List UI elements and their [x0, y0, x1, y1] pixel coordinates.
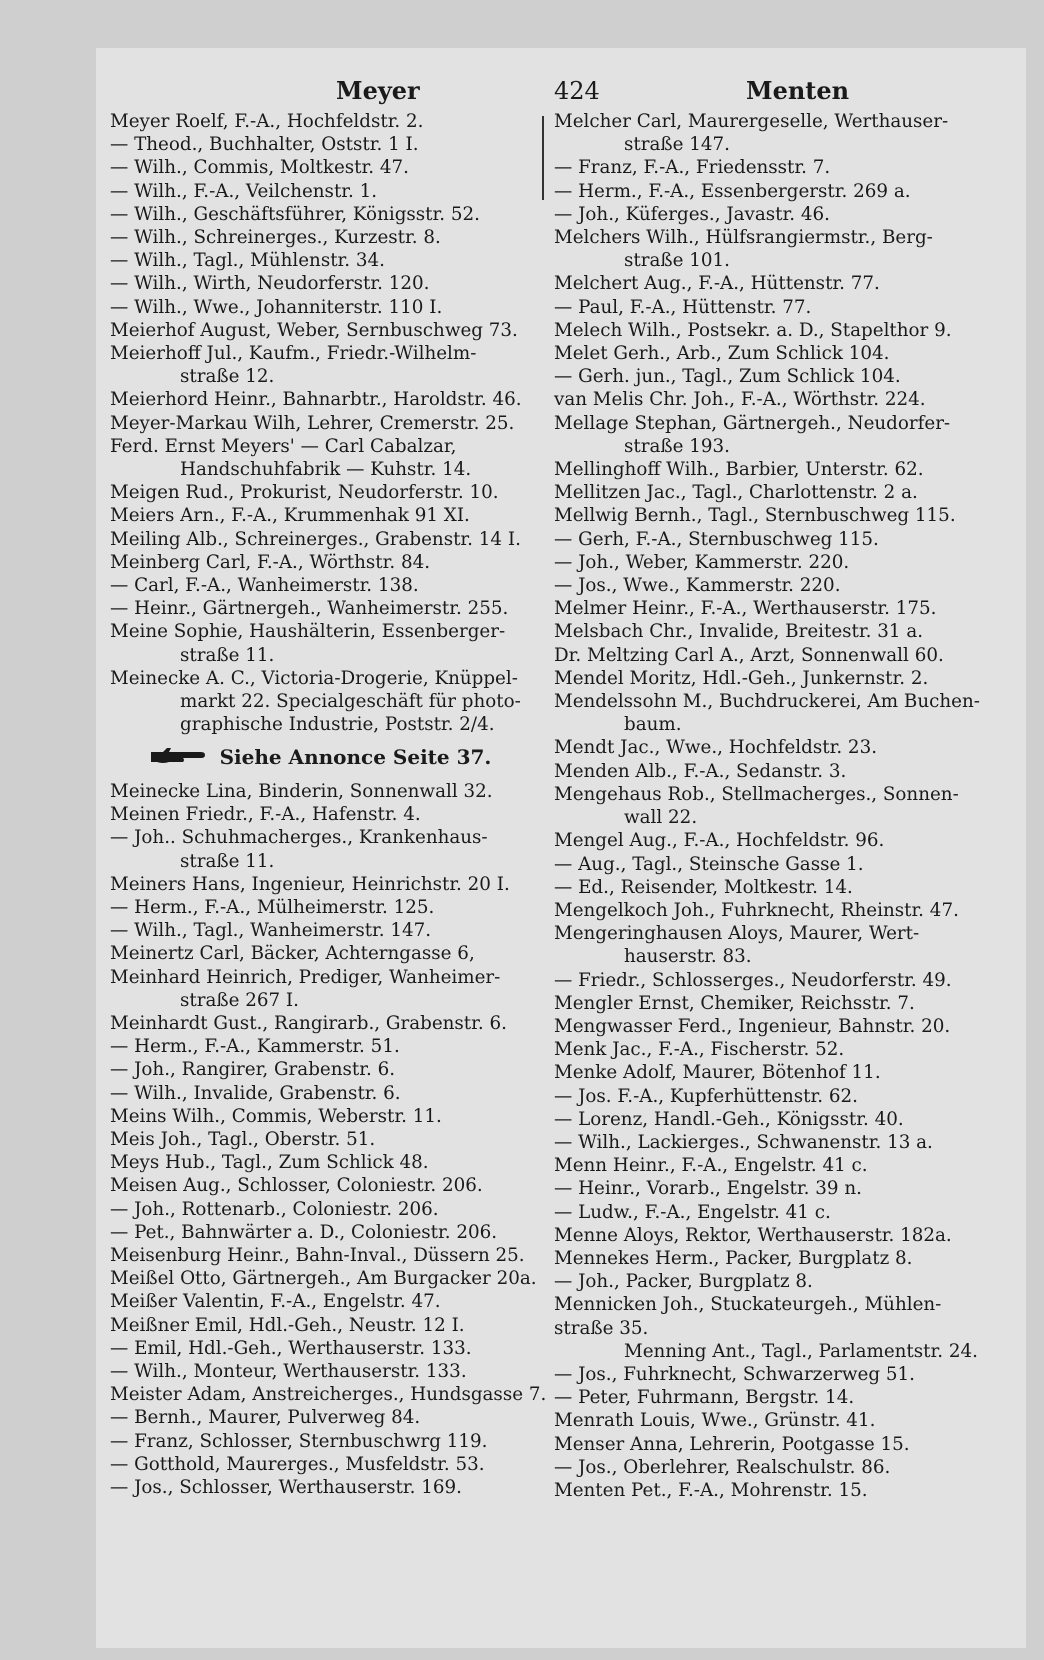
entry-continuation: straße 11. — [180, 850, 275, 872]
entry-continuation: straße 193. — [624, 435, 730, 457]
directory-entry: straße 35. — [554, 1317, 649, 1339]
entry-continuation: wall 22. — [624, 807, 698, 829]
directory-entry: — Joh., Weber, Kammerstr. 220. — [554, 551, 850, 573]
directory-entry: Mengelkoch Joh., Fuhrknecht, Rheinstr. 47. — [554, 899, 959, 921]
directory-entry: Meins Wilh., Commis, Weberstr. 11. — [110, 1105, 442, 1127]
directory-entry: Menrath Louis, Wwe., Grünstr. 41. — [554, 1410, 876, 1432]
directory-entry: Melsbach Chr., Invalide, Breitestr. 31 a. — [554, 621, 924, 643]
directory-entry: Meierhof August, Weber, Sernbuschweg 73. — [110, 319, 518, 341]
directory-entry: Mengwasser Ferd., Ingenieur, Bahnstr. 20. — [554, 1015, 951, 1037]
left-entries-after — [110, 780, 547, 1499]
directory-entry: Meiners Hans, Ingenieur, Heinrichstr. 20 I. — [110, 873, 510, 895]
directory-entry: Menne Aloys, Rektor, Werthauserstr. 182a. — [554, 1224, 952, 1246]
entry-continuation: straße 101. — [624, 250, 730, 272]
directory-entry: Melet Gerh., Arb., Zum Schlick 104. — [554, 343, 890, 365]
directory-entry: — Wilh., Invalide, Grabenstr. 6. — [110, 1082, 401, 1104]
directory-entry: Menke Adolf, Maurer, Bötenhof 11. — [554, 1062, 881, 1084]
directory-entry: — Paul, F.-A., Hüttenstr. 77. — [554, 296, 812, 318]
directory-entry: Mengler Ernst, Chemiker, Reichsstr. 7. — [554, 992, 915, 1014]
entry-continuation: hauserstr. 83. — [624, 946, 752, 968]
directory-entry: — Wilh., Tagl., Wanheimerstr. 147. — [110, 920, 432, 942]
entry-continuation: baum. — [624, 714, 682, 736]
directory-entry: Meierhord Heinr., Bahnarbtr., Haroldstr. 46. — [110, 389, 522, 411]
directory-page — [96, 48, 1026, 1648]
directory-entry: Mendt Jac., Wwe., Hochfeldstr. 23. — [554, 737, 878, 759]
header-right-keyword: Menten — [746, 76, 850, 105]
directory-entry: — Aug., Tagl., Steinsche Gasse 1. — [554, 853, 864, 875]
directory-entry: — Franz, F.-A., Friedensstr. 7. — [554, 157, 831, 179]
directory-entry: Meisenburg Heinr., Bahn-Inval., Düssern 25. — [110, 1245, 525, 1267]
directory-entry: Meis Joh., Tagl., Oberstr. 51. — [110, 1129, 376, 1151]
directory-entry: — Joh.. Schuhmacherges., Krankenhaus- — [110, 827, 488, 849]
directory-entry: — Theod., Buchhalter, Oststr. 1 I. — [110, 134, 419, 156]
directory-entry: Mennicken Joh., Stuckateurgeh., Mühlen- — [554, 1294, 942, 1316]
directory-entry: — Wilh., F.-A., Veilchenstr. 1. — [110, 180, 378, 202]
directory-entry: — Heinr., Vorarb., Engelstr. 39 n. — [554, 1178, 862, 1200]
directory-entry: — Joh., Küferges., Javastr. 46. — [554, 203, 830, 225]
page-number: 424 — [554, 77, 600, 105]
directory-entry: — Gerh, F.-A., Sternbuschweg 115. — [554, 528, 879, 550]
directory-entry: — Wilh., Lackierges., Schwanenstr. 13 a. — [554, 1131, 933, 1153]
header-left-keyword: Meyer — [336, 76, 420, 105]
advertisement-notice — [110, 742, 530, 774]
directory-entry: — Ludw., F.-A., Engelstr. 41 c. — [554, 1201, 831, 1223]
entry-continuation: straße 12. — [180, 366, 275, 388]
directory-entry: — Bernh., Maurer, Pulverweg 84. — [110, 1407, 421, 1429]
directory-entry: — Wilh., Wirth, Neudorferstr. 120. — [110, 273, 430, 295]
right-entries — [554, 110, 994, 1502]
directory-entry: — Herm., F.-A., Essenbergerstr. 269 a. — [554, 180, 911, 202]
entry-continuation: straße 11. — [180, 644, 275, 666]
directory-entry: Mennekes Herm., Packer, Burgplatz 8. — [554, 1247, 913, 1269]
column-divider — [542, 116, 544, 200]
directory-entry: Meierhoff Jul., Kaufm., Friedr.-Wilhelm- — [110, 343, 477, 365]
directory-entry: — Wilh., Wwe., Johanniterstr. 110 I. — [110, 296, 443, 318]
directory-entry: — Herm., F.-A., Mülheimerstr. 125. — [110, 897, 435, 918]
directory-entry: Meister Adam, Anstreicherges., Hundsgasse 7. — [110, 1384, 547, 1406]
directory-entry: Meigen Rud., Prokurist, Neudorferstr. 10. — [110, 482, 499, 504]
directory-entry: — Joh., Rottenarb., Coloniestr. 206. — [110, 1198, 439, 1220]
directory-entry: Mengehaus Rob., Stellmacherges., Sonnen- — [554, 783, 959, 805]
directory-entry: — Wilh., Tagl., Mühlenstr. 34. — [110, 250, 385, 272]
directory-entry: Meinecke A. C., Victoria-Drogerie, Knüppel- — [110, 667, 518, 689]
directory-entry: — Joh., Packer, Burgplatz 8. — [554, 1271, 813, 1293]
entry-continuation: straße 147. — [624, 134, 730, 156]
directory-entry: — Wilh., Geschäftsführer, Königsstr. 52. — [110, 203, 480, 225]
right-column — [554, 110, 994, 1502]
directory-entry: Meisen Aug., Schlosser, Coloniestr. 206. — [110, 1175, 483, 1197]
entry-continuation: markt 22. Specialgeschäft für photo- — [180, 691, 521, 713]
directory-entry: — Wilh., Monteur, Werthauserstr. 133. — [110, 1361, 467, 1383]
directory-entry: Melech Wilh., Postsekr. a. D., Stapelthor 9. — [554, 319, 952, 341]
directory-entry: — Gotthold, Maurerges., Musfeldstr. 53. — [110, 1453, 485, 1475]
directory-entry: Meißer Valentin, F.-A., Engelstr. 47. — [110, 1291, 441, 1313]
directory-entry: Menn Heinr., F.-A., Engelstr. 41 c. — [554, 1155, 868, 1177]
directory-entry: Melcher Carl, Maurergeselle, Werthauser- — [554, 111, 949, 132]
directory-entry: — Franz, Schlosser, Sternbuschwrg 119. — [110, 1430, 488, 1452]
directory-entry: — Pet., Bahnwärter a. D., Coloniestr. 206. — [110, 1221, 498, 1243]
directory-entry: — Gerh. jun., Tagl., Zum Schlick 104. — [554, 366, 901, 388]
directory-entry: — Lorenz, Handl.-Geh., Königsstr. 40. — [554, 1108, 904, 1130]
page-header — [96, 58, 1026, 106]
directory-entry: Meinhardt Gust., Rangirarb., Grabenstr. 6. — [110, 1013, 507, 1035]
directory-entry: Meys Hub., Tagl., Zum Schlick 48. — [110, 1152, 429, 1174]
directory-entry: Melchers Wilh., Hülfsrangiermstr., Berg- — [554, 227, 933, 249]
left-column — [110, 110, 547, 1499]
directory-entry: — Emil, Hdl.-Geh., Werthauserstr. 133. — [110, 1337, 472, 1359]
directory-entry: — Herm., F.-A., Kammerstr. 51. — [110, 1036, 400, 1058]
directory-entry: — Ed., Reisender, Moltkestr. 14. — [554, 876, 853, 898]
directory-entry: — Joh., Rangirer, Grabenstr. 6. — [110, 1059, 396, 1081]
directory-entry: Mellwig Bernh., Tagl., Sternbuschweg 115. — [554, 505, 956, 527]
directory-entry: — Jos., Wwe., Kammerstr. 220. — [554, 575, 841, 597]
directory-entry: — Jos., Oberlehrer, Realschulstr. 86. — [554, 1456, 891, 1478]
directory-entry: Meiers Arn., F.-A., Krummenhak 91 XI. — [110, 505, 470, 527]
entry-continuation: graphische Industrie, Poststr. 2/4. — [180, 714, 495, 736]
pointing-hand-icon — [149, 744, 207, 774]
directory-entry: Menden Alb., F.-A., Sedanstr. 3. — [554, 760, 847, 782]
directory-entry: Meyer Roelf, F.-A., Hochfeldstr. 2. — [110, 111, 424, 132]
directory-entry: Menten Pet., F.-A., Mohrenstr. 15. — [554, 1479, 868, 1501]
directory-entry: Meinen Friedr., F.-A., Hafenstr. 4. — [110, 804, 421, 826]
directory-entry: Mendelssohn M., Buchdruckerei, Am Buchen- — [554, 691, 980, 713]
directory-entry: Meinecke Lina, Binderin, Sonnenwall 32. — [110, 780, 493, 802]
directory-entry: Melchert Aug., F.-A., Hüttenstr. 77. — [554, 273, 880, 295]
directory-entry: — Jos., Fuhrknecht, Schwarzerweg 51. — [554, 1363, 915, 1385]
directory-entry: Mellitzen Jac., Tagl., Charlottenstr. 2 a. — [554, 482, 918, 504]
directory-entry: — Jos., Schlosser, Werthauserstr. 169. — [110, 1477, 462, 1499]
directory-entry: Meißner Emil, Hdl.-Geh., Neustr. 12 I. — [110, 1314, 465, 1336]
directory-entry: Menser Anna, Lehrerin, Pootgasse 15. — [554, 1433, 910, 1455]
directory-entry: Mendel Moritz, Hdl.-Geh., Junkernstr. 2. — [554, 667, 929, 689]
directory-entry: Mellinghoff Wilh., Barbier, Unterstr. 62. — [554, 459, 924, 481]
directory-entry: — Wilh., Schreinerges., Kurzestr. 8. — [110, 227, 441, 249]
entry-continuation: Handschuhfabrik — Kuhstr. 14. — [180, 459, 472, 481]
directory-entry: Meißel Otto, Gärtnergeh., Am Burgacker 20a. — [110, 1268, 537, 1290]
directory-entry: Meinertz Carl, Bäcker, Achterngasse 6, — [110, 943, 475, 965]
directory-entry: — Peter, Fuhrmann, Bergstr. 14. — [554, 1387, 855, 1409]
entry-continuation: straße 267 I. — [180, 989, 299, 1011]
directory-entry: Mellage Stephan, Gärtnergeh., Neudorfer- — [554, 412, 951, 434]
directory-entry: Meinhard Heinrich, Prediger, Wanheimer- — [110, 966, 501, 988]
directory-entry: Melmer Heinr., F.-A., Werthauserstr. 175. — [554, 598, 937, 620]
directory-entry: Mengeringhausen Aloys, Maurer, Wert- — [554, 923, 920, 945]
directory-entry: Ferd. Ernst Meyers' — Carl Cabalzar, — [110, 435, 457, 457]
directory-entry: Meinberg Carl, F.-A., Wörthstr. 84. — [110, 551, 431, 573]
directory-entry: Meyer-Markau Wilh, Lehrer, Cremerstr. 25. — [110, 412, 515, 434]
directory-entry: — Friedr., Schlosserges., Neudorferstr. 49. — [554, 969, 952, 991]
directory-entry: — Carl, F.-A., Wanheimerstr. 138. — [110, 575, 419, 597]
directory-entry: van Melis Chr. Joh., F.-A., Wörthstr. 224. — [554, 389, 926, 411]
left-entries — [110, 110, 530, 736]
directory-entry: Meiling Alb., Schreinerges., Grabenstr. 14 I. — [110, 528, 521, 550]
notice-text: Siehe Annonce Seite 37. — [219, 745, 492, 770]
directory-entry: — Jos. F.-A., Kupferhüttenstr. 62. — [554, 1085, 858, 1107]
directory-entry: — Wilh., Commis, Moltkestr. 47. — [110, 157, 409, 179]
directory-entry: Mengel Aug., F.-A., Hochfeldstr. 96. — [554, 830, 885, 852]
directory-entry: Dr. Meltzing Carl A., Arzt, Sonnenwall 60. — [554, 644, 944, 666]
directory-entry: Meine Sophie, Haushälterin, Essenberger- — [110, 621, 506, 643]
directory-entry: — Heinr., Gärtnergeh., Wanheimerstr. 255. — [110, 598, 509, 620]
directory-entry: Menk Jac., F.-A., Fischerstr. 52. — [554, 1039, 845, 1061]
entry-continuation: Menning Ant., Tagl., Parlamentstr. 24. — [624, 1340, 978, 1362]
